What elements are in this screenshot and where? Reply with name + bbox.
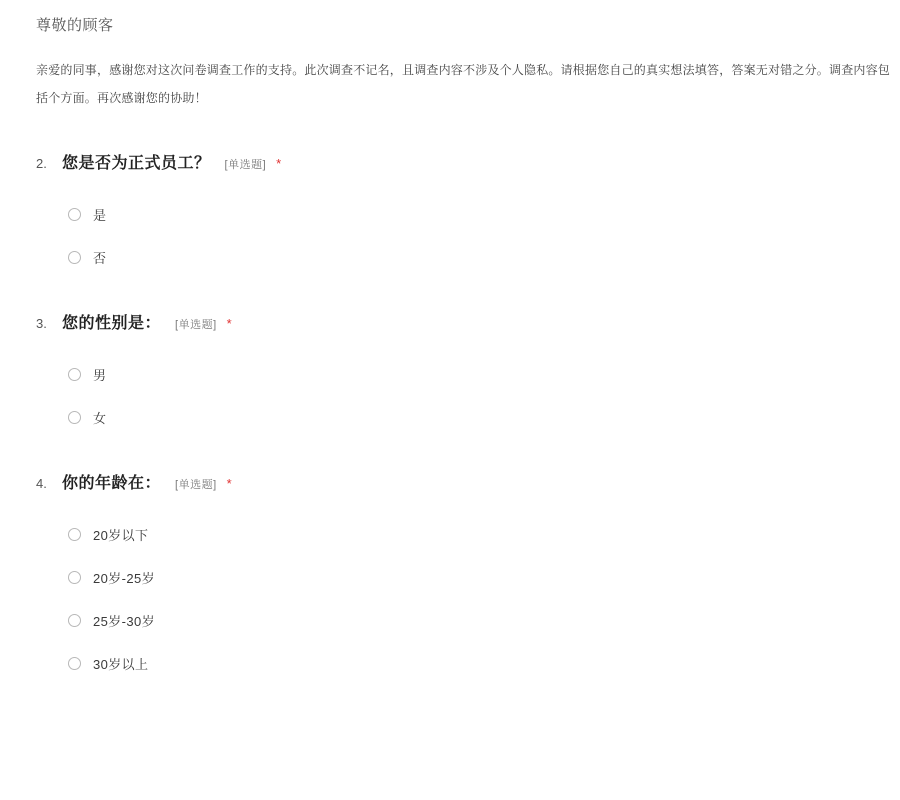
radio-option[interactable] bbox=[68, 566, 900, 588]
option-label: 25岁-30岁 bbox=[93, 613, 156, 629]
option-group bbox=[0, 203, 900, 268]
option-group bbox=[0, 363, 900, 428]
option-label: 20岁以下 bbox=[93, 527, 149, 543]
question-type-tag: [单选题] bbox=[224, 159, 267, 171]
question-type-tag: [单选题] bbox=[175, 319, 217, 331]
question-number: 3. bbox=[36, 316, 47, 331]
option-label: 男 bbox=[93, 367, 107, 383]
radio-button-icon[interactable] bbox=[68, 368, 81, 381]
radio-option[interactable] bbox=[68, 609, 900, 631]
required-asterisk: * bbox=[226, 316, 232, 331]
question-text: 您的性别是： bbox=[62, 315, 162, 332]
radio-option[interactable] bbox=[68, 203, 900, 225]
page-title: 尊敬的顾客 bbox=[36, 17, 114, 34]
radio-button-icon[interactable] bbox=[68, 208, 81, 221]
radio-option[interactable] bbox=[68, 652, 900, 674]
required-asterisk: * bbox=[276, 156, 282, 171]
option-label: 是 bbox=[93, 207, 107, 223]
radio-button-icon[interactable] bbox=[68, 528, 81, 541]
question-list bbox=[0, 150, 900, 716]
radio-button-icon[interactable] bbox=[68, 614, 81, 627]
option-group bbox=[0, 523, 900, 674]
question-item bbox=[0, 310, 900, 428]
question-item bbox=[0, 470, 900, 674]
question-header bbox=[0, 470, 900, 493]
radio-button-icon[interactable] bbox=[68, 571, 81, 584]
question-number: 2. bbox=[36, 156, 47, 171]
radio-option[interactable] bbox=[68, 363, 900, 385]
option-label: 20岁-25岁 bbox=[93, 570, 156, 586]
question-item bbox=[0, 150, 900, 268]
radio-option[interactable] bbox=[68, 406, 900, 428]
question-text: 你的年龄在： bbox=[62, 475, 162, 492]
question-header bbox=[0, 310, 900, 333]
option-label: 女 bbox=[93, 410, 107, 426]
radio-button-icon[interactable] bbox=[68, 251, 81, 264]
option-label: 30岁以上 bbox=[93, 656, 149, 672]
option-label: 否 bbox=[93, 250, 107, 266]
survey-intro-text: 亲爱的同事，感谢您对这次问卷调查工作的支持。此次调查不记名，且调查内容不涉及个人隐私。请根据您自己的真实想法填答，答案无对错之分。调查内容包括个方面。再次感谢您的协助！ bbox=[36, 63, 891, 105]
radio-option[interactable] bbox=[68, 246, 900, 268]
question-number: 4. bbox=[36, 476, 47, 491]
question-type-tag: [单选题] bbox=[175, 479, 217, 491]
radio-button-icon[interactable] bbox=[68, 657, 81, 670]
radio-button-icon[interactable] bbox=[68, 411, 81, 424]
radio-option[interactable] bbox=[68, 523, 900, 545]
question-text: 您是否为正式员工？ bbox=[62, 155, 211, 172]
required-asterisk: * bbox=[226, 476, 232, 491]
question-header bbox=[0, 150, 900, 173]
